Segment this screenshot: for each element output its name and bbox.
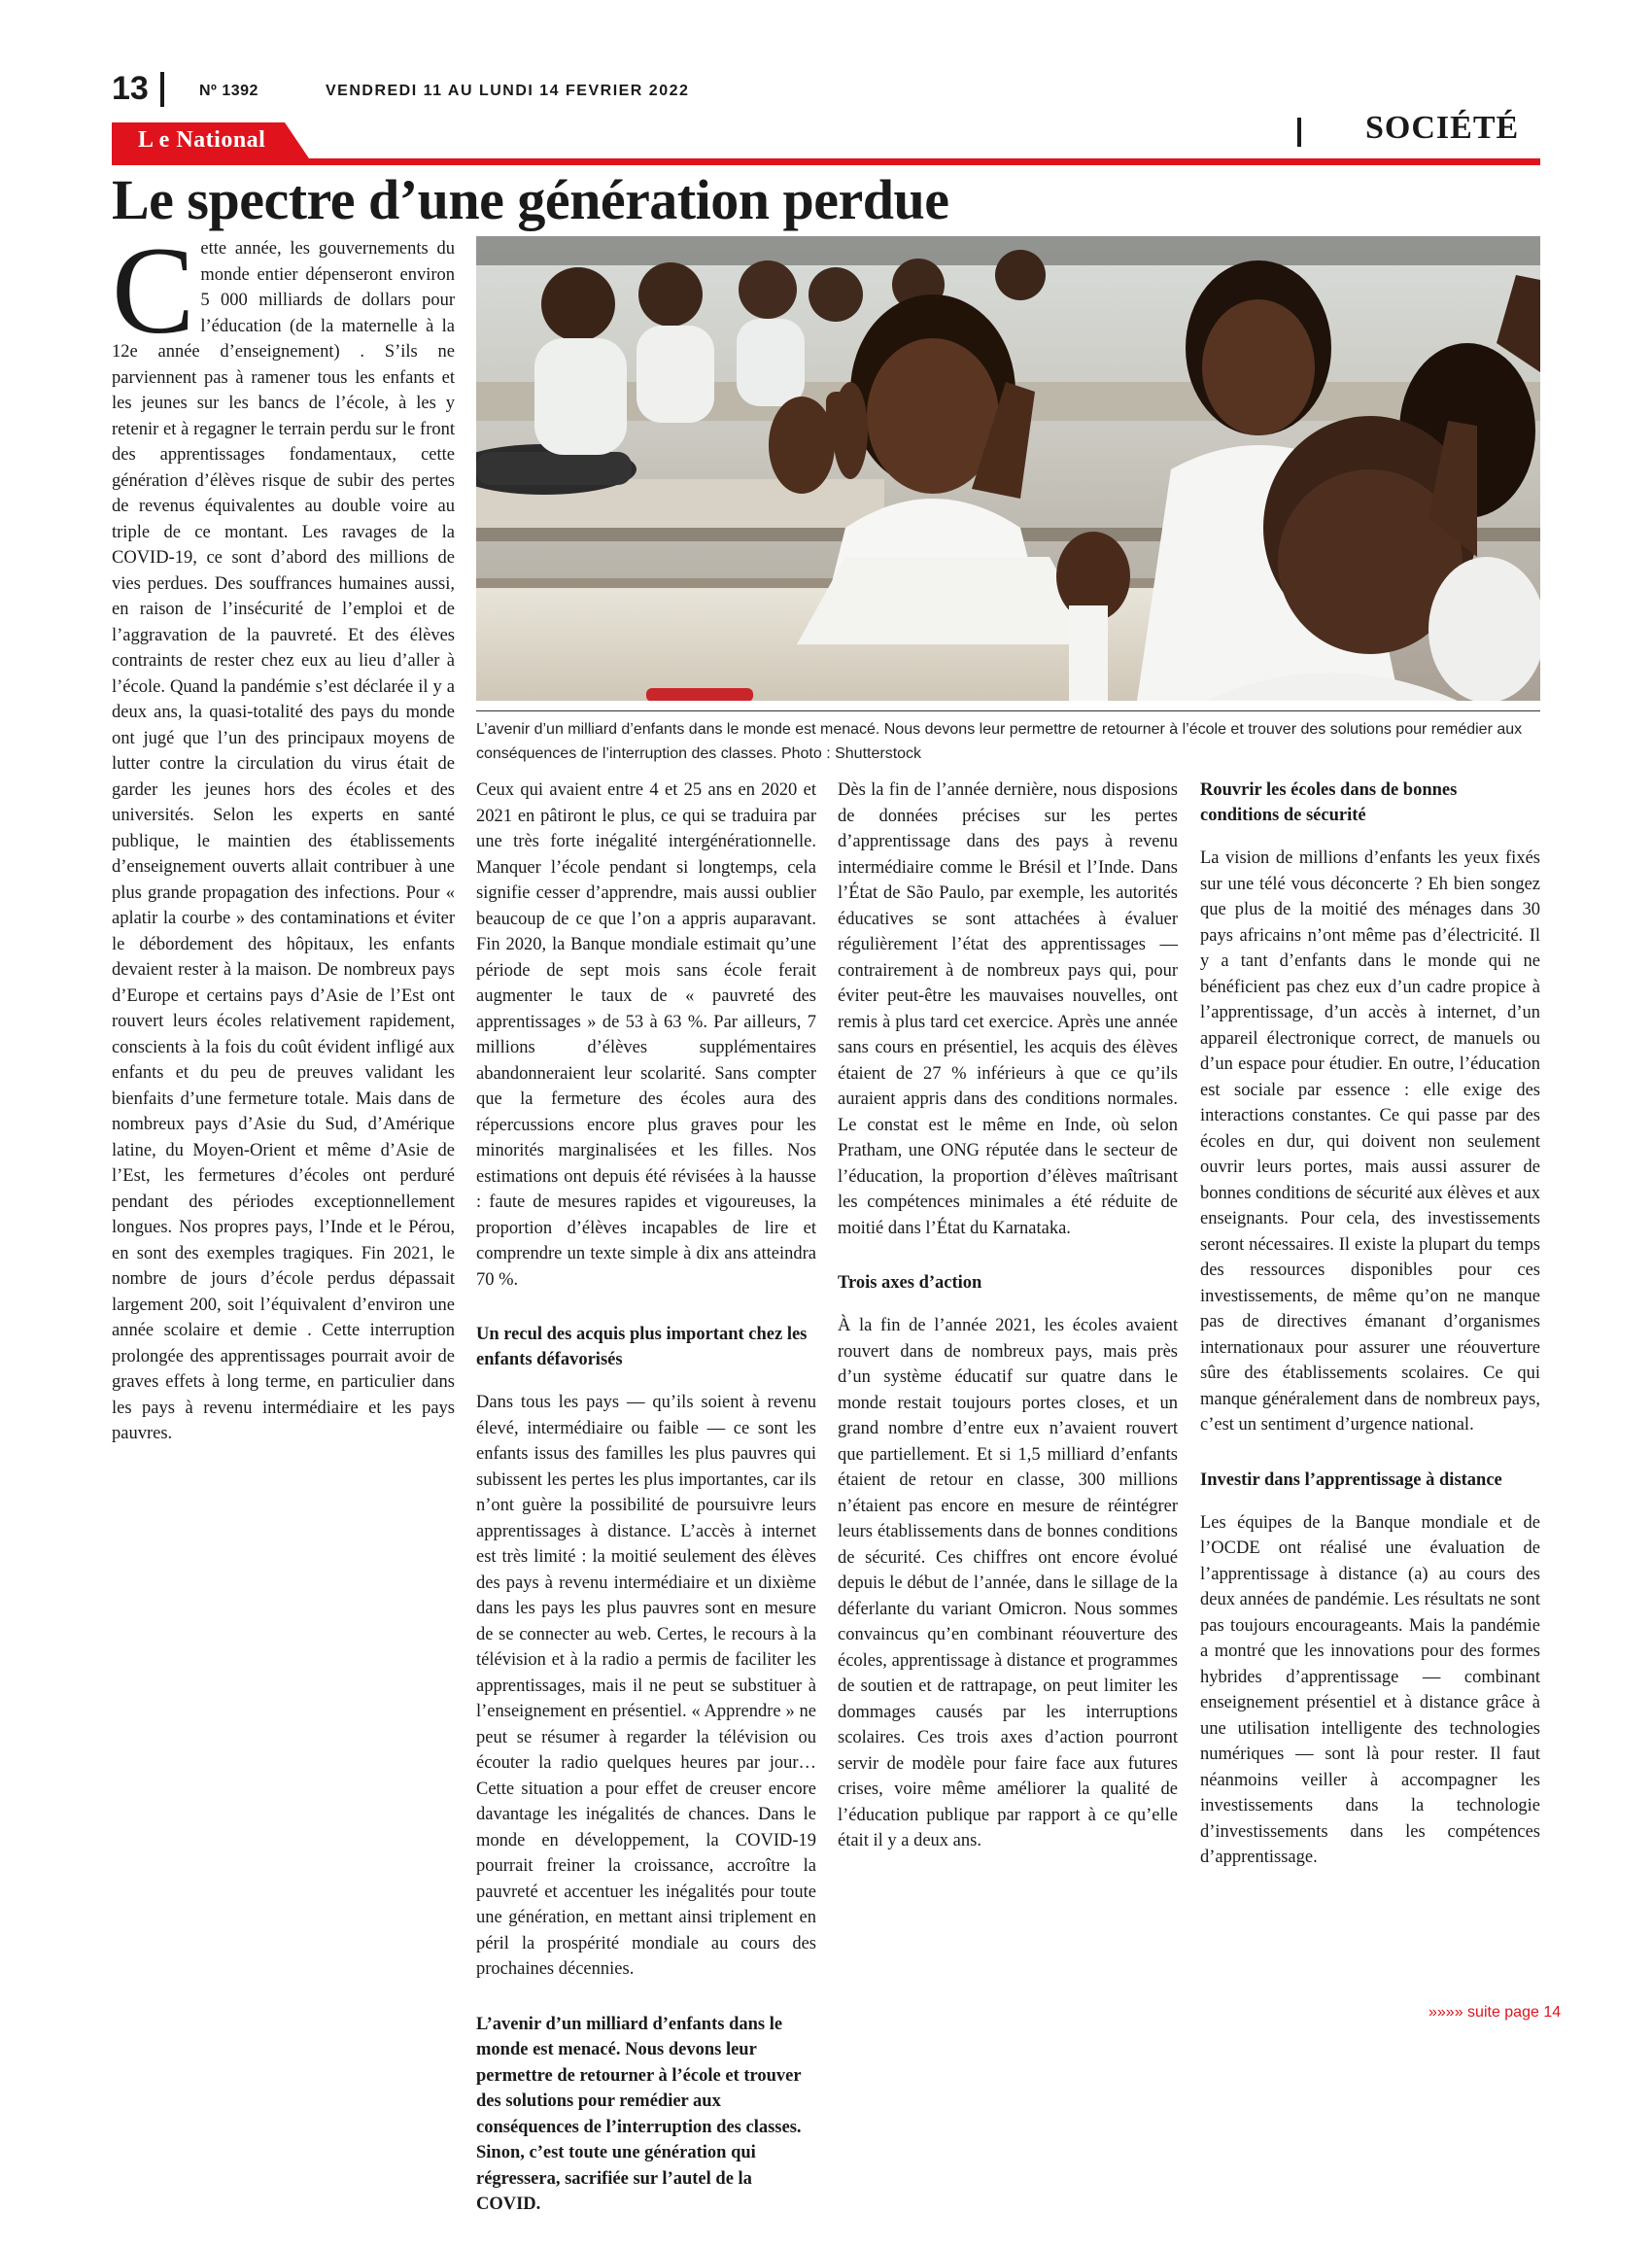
pull-quote: L’avenir d’un milliard d’enfants dans le monde est menacé. Nous devons leur permettre de retourner à l’école et trouver des solutions pour remédier aux conséquences de l’interruption des classes. Sinon, c’est toute une génération qui régressera, sacrifiée sur l’autel de la COVID.: [476, 2014, 802, 2214]
headline: Le spectre d’une génération perdue: [112, 168, 949, 231]
column-3: [838, 778, 1178, 1884]
column-1: [112, 222, 455, 1476]
paragraph-intro: ette année, les gouvernements du monde entier dépenseront environ 5 000 milliards de dollars pour l’éducation (de la maternelle à la 12e année d’enseignement) . S’ils ne parviennent pas à ramener tous les enfants et les jeunes sur les bancs de l’école, à les y retenir et à regagner le terrain perdu sur le front des apprentissages fondamentaux, cette génération d’élèves risque de subir des pertes de revenus équivalentes au double voire au triple de ce montant. Les ravages de la COVID-19, ce sont d’abord des millions de vies perdues. Des souffrances humaines aussi, en raison de l’insécurité de l’emploi et de l’aggravation de la pauvreté. Et des élèves contraints de rester chez eux au lieu d’aller à l’école. Quand la pandémie s’est déclarée il y a deux ans, la quasi-totalité des pays du monde ont jugé que l’un des principaux moyens de lutter contre la circulation du virus était de garder les jeunes hors des écoles et des universités. Selon les experts en santé publique, le maintien des établissements d’enseignement ouverts allait contribuer à une plus grande propagation des infections. Pour « aplatir la courbe » des contaminations et éviter le débordement des hôpitaux, les enfants devaient rester à la maison. De nombreux pays d’Europe et certains pays d’Asie de l’Est ont rouvert leurs écoles relativement rapidement, conscients à la fois du coût évident infligé aux enfants et du peu de preuves validant les bienfaits d’une fermeture totale. Mais dans de nombreux pays d’Asie du Sud, d’Amérique latine, du Moyen-Orient et même d’Asie de l’Est, les fermetures d’écoles ont perduré pendant des périodes exceptionnellement longues. Nos propres pays, l’Inde et le Pérou, en sont des exemples tragiques. Fin 2021, le nombre de jours d’école perdus dépassait largement 200, soit l’équivalent d’environ une année scolaire et demie . Cette interruption prolongée des apprentissages pourrait avoir de graves effets à long terme, en particulier dans les pays à revenu intermédiaire et les pays pauvres.: [112, 239, 455, 1443]
classroom-photo: [476, 236, 1540, 701]
subhead-recul: Un recul des acquis plus important chez les enfants défavorisés: [476, 1325, 808, 1369]
paragraph-data: Dès la fin de l’année dernière, nous disposions de données précises sur les pertes d’apprentissage dans des pays à revenu intermédiaire comme le Brésil et l’Inde. Dans l’État de São Paulo, par exemple, les autorités éducatives se sont attachées à évaluer régulièrement l’état des apprentissages — contrairement à de nombreux pays qui, pour éviter peut-être les mauvaises nouvelles, ont remis à plus tard cet exercice. Après une année sans cours en présentiel, les acquis des élèves étaient de 27 % inférieurs à que ce qu’ils auraient appris dans des conditions normales. Le constat est le même en Inde, où selon Pratham, une ONG réputée dans le secteur de l’éducation, la proportion d’élèves maîtrisant les compétences minimales a été réduite de moitié dans l’État du Karnataka.: [838, 780, 1178, 1238]
subhead-rouvrir: Rouvrir les écoles dans de bonnes conditions de sécurité: [1200, 780, 1458, 825]
paragraph-inequality: Dans tous les pays — qu’ils soient à revenu élevé, intermédiaire ou faible — ce sont les enfants issus des familles les plus pauvres qui subissent les pertes les plus importantes, car ils n’ont guère la possibilité de poursuivre leurs apprentissages à distance. L’accès à internet est très limité : la moitié seulement des élèves des pays à revenu intermédiaire et un dixième dans les pays les plus pauvres sont en mesure de se connecter au web. Certes, le recours à la télévision et à la radio a permis de faciliter les apprentissages, mais il ne peut se substituer à l’enseignement en présentiel. « Apprendre » ne peut se résumer à regarder la télévision ou écouter la radio quelques heures par jour… Cette situation a pour effet de creuser encore davantage les inégalités de chances. Dans le monde en développement, la COVID-19 pourrait freiner la croissance, accroître la pauvreté et accentuer les inégalités pour toute une génération, en mettant ainsi triplement en péril la prospérité mondiale au cours des prochaines décennies.: [476, 1393, 816, 1979]
column-2: [476, 778, 816, 2247]
continued-on-page[interactable]: »»»» suite page 14: [1428, 2004, 1562, 2021]
page-header: [112, 70, 1540, 109]
paragraph-axes: À la fin de l’année 2021, les écoles avaient rouvert dans de nombreux pays, mais près d’un système éducatif sur quatre dans le monde restait toujours portes closes, et un grand nombre d’entre eux n’avaient rouvert que partiellement. Et si 1,5 milliard d’enfants étaient de retour en classe, 300 millions n’étaient pas encore en mesure de réintégrer leurs établissements dans de bonnes conditions de sécurité. Ces chiffres ont encore évolué depuis le début de l’année, dans le sillage de la déferlante du variant Omicron. Nous sommes convaincus qu’en combinant réouverture des écoles, apprentissage à distance et programmes de soutien et de rattrapage, on peut limiter les dommages causés par les interruptions scolaires. Ces trois axes d’action pourront servir de modèle pour faire face aux futures crises, voire même améliorer la qualité de l’éducation publique par rapport à ce qu’elle était il y a deux ans.: [838, 1316, 1178, 1850]
section-label: SOCIÉTÉ: [1365, 110, 1520, 146]
paragraph-generation: Ceux qui avaient entre 4 et 25 ans en 2020 et 2021 en pâtiront le plus, ce qui se traduira par une très forte inégalité intergénérationnelle. Manquer l’école pendant si longtemps, cela signifie cesser d’apprendre, mais aussi oublier beaucoup de ce que l’on a appris auparavant. Fin 2020, la Banque mondiale estimait qu’une période de sept mois sans école ferait augmenter le taux de « pauvreté des apprentissages » de 53 à 63 %. Par ailleurs, 7 millions d’élèves supplémentaires abandonneraient leur scolarité. Sans compter que la fermeture des écoles aura des répercussions encore plus graves pour les minorités marginalisées et les filles. Nos estimations ont depuis été révisées à la hausse : faute de mesures rapides et vigoureuses, la proportion d’élèves incapables de lire et comprendre un texte simple à dix ans atteindra 70 %.: [476, 780, 816, 1290]
paragraph-rouvrir: La vision de millions d’enfants les yeux fixés sur une télé vous déconcerte ? Eh bien songez que plus de la moitié des ménages dans 30 pays africains n’ont même pas d’électricité. Il y a tant d’enfants dans le monde qui ne bénéficient pas chez eux d’un cadre propice à l’apprentissage, d’un accès à internet, d’un appareil électronique correct, de manuels ou d’un espace pour étudier. En outre, l’éducation est sociale par essence : elle exige des interactions constantes. Ce qui passe par des écoles en dur, qui doivent non seulement ouvrir leurs portes, mais aussi assurer de bonnes conditions de sécurité aux élèves et aux enseignants. Pour cela, des investissements seront nécessaires. Il existe la plupart du temps des ressources disponibles pour ces investissements, de même qu’on ne manque pas de directives émanant d’organismes internationaux pour assurer une réouverture sûre des établissements scolaires. Ce qui manque généralement dans de nombreux pays, c’est un sentiment d’urgence national.: [1200, 848, 1540, 1435]
brand-name: L e National: [138, 127, 266, 153]
paragraph-investir: Les équipes de la Banque mondiale et de l’OCDE ont réalisé une évaluation de l’apprentissage à distance (a) au cours des deux années de pandémie. Les résultats ne sont pas toujours encourageants. Mais la pandémie a montré que les innovations pour des formes hybrides d’apprentissage — combinant enseignement présentiel et à distance grâce à une utilisation intelligente des technologies numériques — sont là pour rester. Il faut néanmoins veiller à accompagner les investissements dans la technologie d’investissements dans les compétences d’apprentissage.: [1200, 1512, 1540, 1867]
issue-number: Nº 1392: [199, 83, 258, 99]
subhead-axes: Trois axes d’action: [838, 1273, 982, 1293]
subhead-investir: Investir dans l’apprentissage à distance: [1200, 1469, 1502, 1490]
photo-caption: L’avenir d’un milliard d’enfants dans le monde est menacé. Nous devons leur permettre de retourner à l’école et trouver des solutions pour remédier aux conséquences de l’interruption des classes. Photo : Shutterstock: [476, 721, 1523, 762]
header-rule: [112, 158, 1540, 165]
column-4: [1200, 778, 1540, 1871]
caption-rule: [476, 710, 1540, 711]
page-number-divider: [160, 72, 164, 107]
drop-cap: C: [112, 222, 195, 360]
issue-date: VENDREDI 11 AU LUNDI 14 FEVRIER 2022: [326, 83, 690, 99]
section-divider: [1297, 118, 1301, 147]
page-number: 13: [112, 70, 149, 107]
